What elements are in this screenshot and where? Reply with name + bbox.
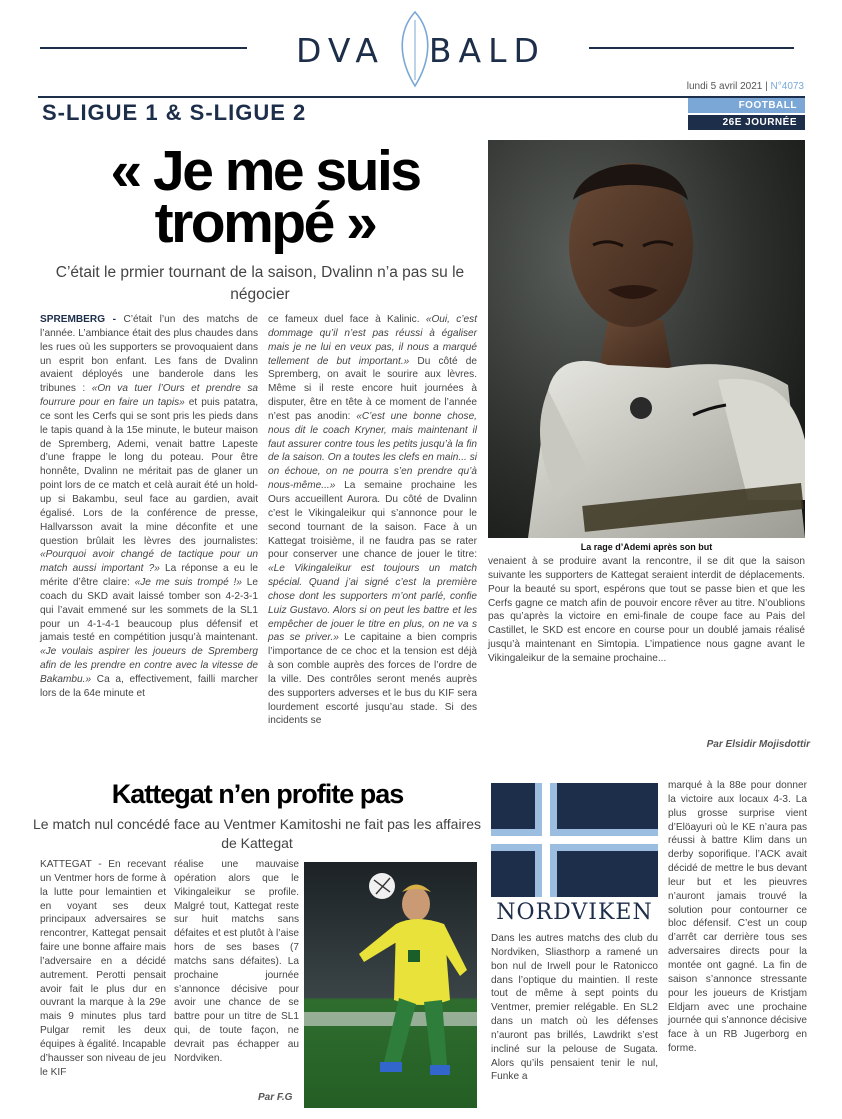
flag-label: NORDVIKEN [496,900,653,925]
issue-date-text: lundi 5 avril 2021 [686,81,763,92]
main-article-column-1 [40,313,258,701]
feather-logo-icon [385,10,445,88]
text-run: La semaine prochaine les Ours accueillent Aurora. Du côté de Dvalinn c’est le Vikingaleikur qui s’annonce pour le second tournant de la saison. Face à un Kattegat troisième, il ne faudra pas se rater pour conserver une chance de jouer le titre: [268,480,477,561]
text-run: et puis patatra, ce sont les Cerfs qui se sont pris les pieds dans le tapis quand à la 15e minute, le buteur maison de Spremberg, Ademi, venait battre Lapeste d’une frappe le long du poteau. Pour être honnête, Dvalinn ne méritait pas de glaner un point lors de ce match et celà aurait été un hold-up si Bakambu, seul face au gardien, avait égalisé. Lors de la conférence de presse, Hallvarsson avait la mine déconfite et une question brûlait les lèvres des journalistes: [40,397,259,547]
text-run: ce fameux duel face à Kalinic. [268,314,426,325]
second-byline: Par F.G [258,1092,293,1103]
second-subheadline: Le match nul concédé face au Ventmer Kamitoshi ne fait pas les affaires de Kattegat [33,816,481,851]
text-run: La réponse a eu le mérite d’être claire: [40,563,258,589]
quote: «Pourquoi avoir changé de tactique pour un match aussi important ?» [40,549,258,575]
issue-separator: | [762,81,771,92]
round-tag: 26E JOURNÉE [688,115,805,130]
masthead-rule-left [40,47,247,49]
issue-date [687,81,804,92]
quote: «C’est une bonne chose, nous dit le coach Kryner, mais maintenant il faut assurer contre tous les petits jusqu’à la fin de la saison. On a toutes les clefs en main... si on échoue, on ne pourra s’en prendre qu’à nous-même...» [268,410,477,492]
text-run: venaient à se produire avant la rencontre, il se dit que la saison suivante les supporters de Kattegat seraient interdit de déplacements. Pour la beauté su sport, espérons que tout se passe bien et que les Cerfs gagne ce match afin de pouvoir encore rêver au titre. N’oublions pas qu’après la victoire en emi-finale de coupe face au Pais del Castillet, le SKD est encore en course pour un doublé jamais réalisé jusqu’à maintenant en Simtopia. L’impatience nous gagne avant le Vikingaleikur de la semaine prochaine... [488,556,805,664]
section-tag[interactable]: FOOTBALL [688,98,805,113]
quote: «Le Vikingaleikur est toujours un match spécial. Quand j’ai signé c’est la première chose dont les supporters m’ont parlé, confie Luiz Gustavo. Alors si on peut les battre et les empêcher de jouer le titre en plus, on ne va s pas se priver.» [268,563,477,644]
third-article-column-2: marqué à la 88e pour donner la victoire aux locaux 4-3. La plus grosse surprise vient d’Elöayuri où le KE n’aura pas réussi à battre Klim dans un derby soporifique. l’ACK avait décidé de mettre le bus devant leur but et les pieuvres n’auront jamais trouvé la solution pour contourner ce bloc défensif. C’est un coup d’arrêt car derrière tous ses adversaires directs pour la montée ont gagné. La fin de saison s’annonce stressante pour les joueurs de Kristjam Eldjarn avec une prochaine journée qui s’annonce décisive face à un RB Jugerborg en forme. [668,780,807,1055]
main-byline: Par Elsidir Mojisdottir [706,739,810,750]
text-run: Le capitaine a bien compris l’importance de ce choc et la tension est déjà à son comble auprès des forces de l’ordre de la ville. Des contrôles seront menés auprès des supporters adverses et le bus du KIF sera lourdement escorté jusqu’au stade. Si des incidents se [268,632,478,727]
section-title: S-LIGUE 1 & S-LIGUE 2 [42,100,307,125]
nordviken-flag [491,783,658,897]
text-run: Le coach du SKD avait laissé tomber son 4-2-3-1 qui l’avait emmené sur les sommets de la SL1 pour un 4-1-4-1 beaucoup plus défensif et jamais testé en compétition jusqu’à maintenant. [40,577,258,644]
photo-illustration [304,862,477,1108]
second-article-column-2: réalise une mauvaise opération alors que le Vikingaleikur se profile. Malgré tout, Kattegat reste sur huit matchs sans défaites et est plutôt à l’aise hors de ses bases (7 matchs sans défaites). La prochaine journée s’annonce décisive pour avoir une chance de se battre pour un titre de SL1 qui, de toute façon, ne devrait pas échapper au Nordviken. [174,859,299,1064]
text-run: C’était l’un des matchs de l’année. L’ambiance était des plus chaudes dans les rues où les supporters se provoquaient dans un esprit bon enfant. Les fans de Dvalinn avaient déployés une banderole dans les tribunes : [40,314,258,395]
second-article-column-1: KATTEGAT - En recevant un Ventmer hors de forme à la lutte pour lemaintien et en voyant ses deux principaux adversaires se rencontrer, Kattegat pensait faire une bonne affaire mais l’adversaire en a décidé autrement. Perotti pensait avoir fait le plus dur en ouvrant la marque à la 29e mais 9 minutes plus tard Pulgar remit les deux équipes à égalité. Incapable d’hausser son niveau de jeu le KIF [40,859,166,1078]
photo-caption: La rage d’Ademi après son but [580,542,713,552]
ademi-celebration-photo[interactable] [488,140,805,538]
text-run: Du côté de Spremberg, on avait le sourire aux lèvres. Même si il reste encore huit journées à disputer, être en tête à ce moment de l’année n’est pas anodin: [268,355,477,422]
text-run: Ca a, effectivement, failli marcher lors de la 64e minute et [40,673,258,699]
third-article-column-1: Dans les autres matchs des club du Nordviken, Sliasthorp a ramené un bon nul de Irwell pour le Ratonicco dans l’optique du maintien. Il reste tout de même à sept points du Ventmer, premier relégable. En SL2 dans un match où les défenses n’auront pas brillés, Lawdrikt s’est incliné sur la pelouse de Sugata. Alors qu’ils pensaient tenir le nul, Funke a [491,933,658,1083]
kattegat-player-photo[interactable] [304,862,477,1108]
main-subheadline: C’était le prmier tournant de la saison, Dvalinn n’a pas su le négocier [55,264,465,303]
main-article-column-3 [488,555,805,666]
photo-illustration [488,140,805,538]
quote: «Oui, c’est dommage qu’il n’est pas réussi à égaliser mais je ne lui en veux pas, il nous a marqué tellement de but important.» [268,314,477,367]
second-headline: Kattegat n’en profite pas [111,779,404,809]
masthead-rule-right [589,47,794,49]
issue-number: N°4073 [770,81,804,92]
main-headline: « Je me suis trompé » [110,139,420,255]
logo-right-text: BALD [428,30,546,70]
main-article-column-2 [268,313,477,728]
quote: «On va tuer l’Ours et prendre sa fourrure pour en faire un tapis» [40,383,259,409]
logo-left-text: DVA [296,30,385,70]
quote: «Je voulais aspirer les joueurs de Spremberg afin de les prendre en contre avec la vitesse de Bakambu.» [40,646,258,685]
quote: «Je me suis trompé !» [134,577,242,589]
dateline: SPREMBERG - [40,314,116,325]
